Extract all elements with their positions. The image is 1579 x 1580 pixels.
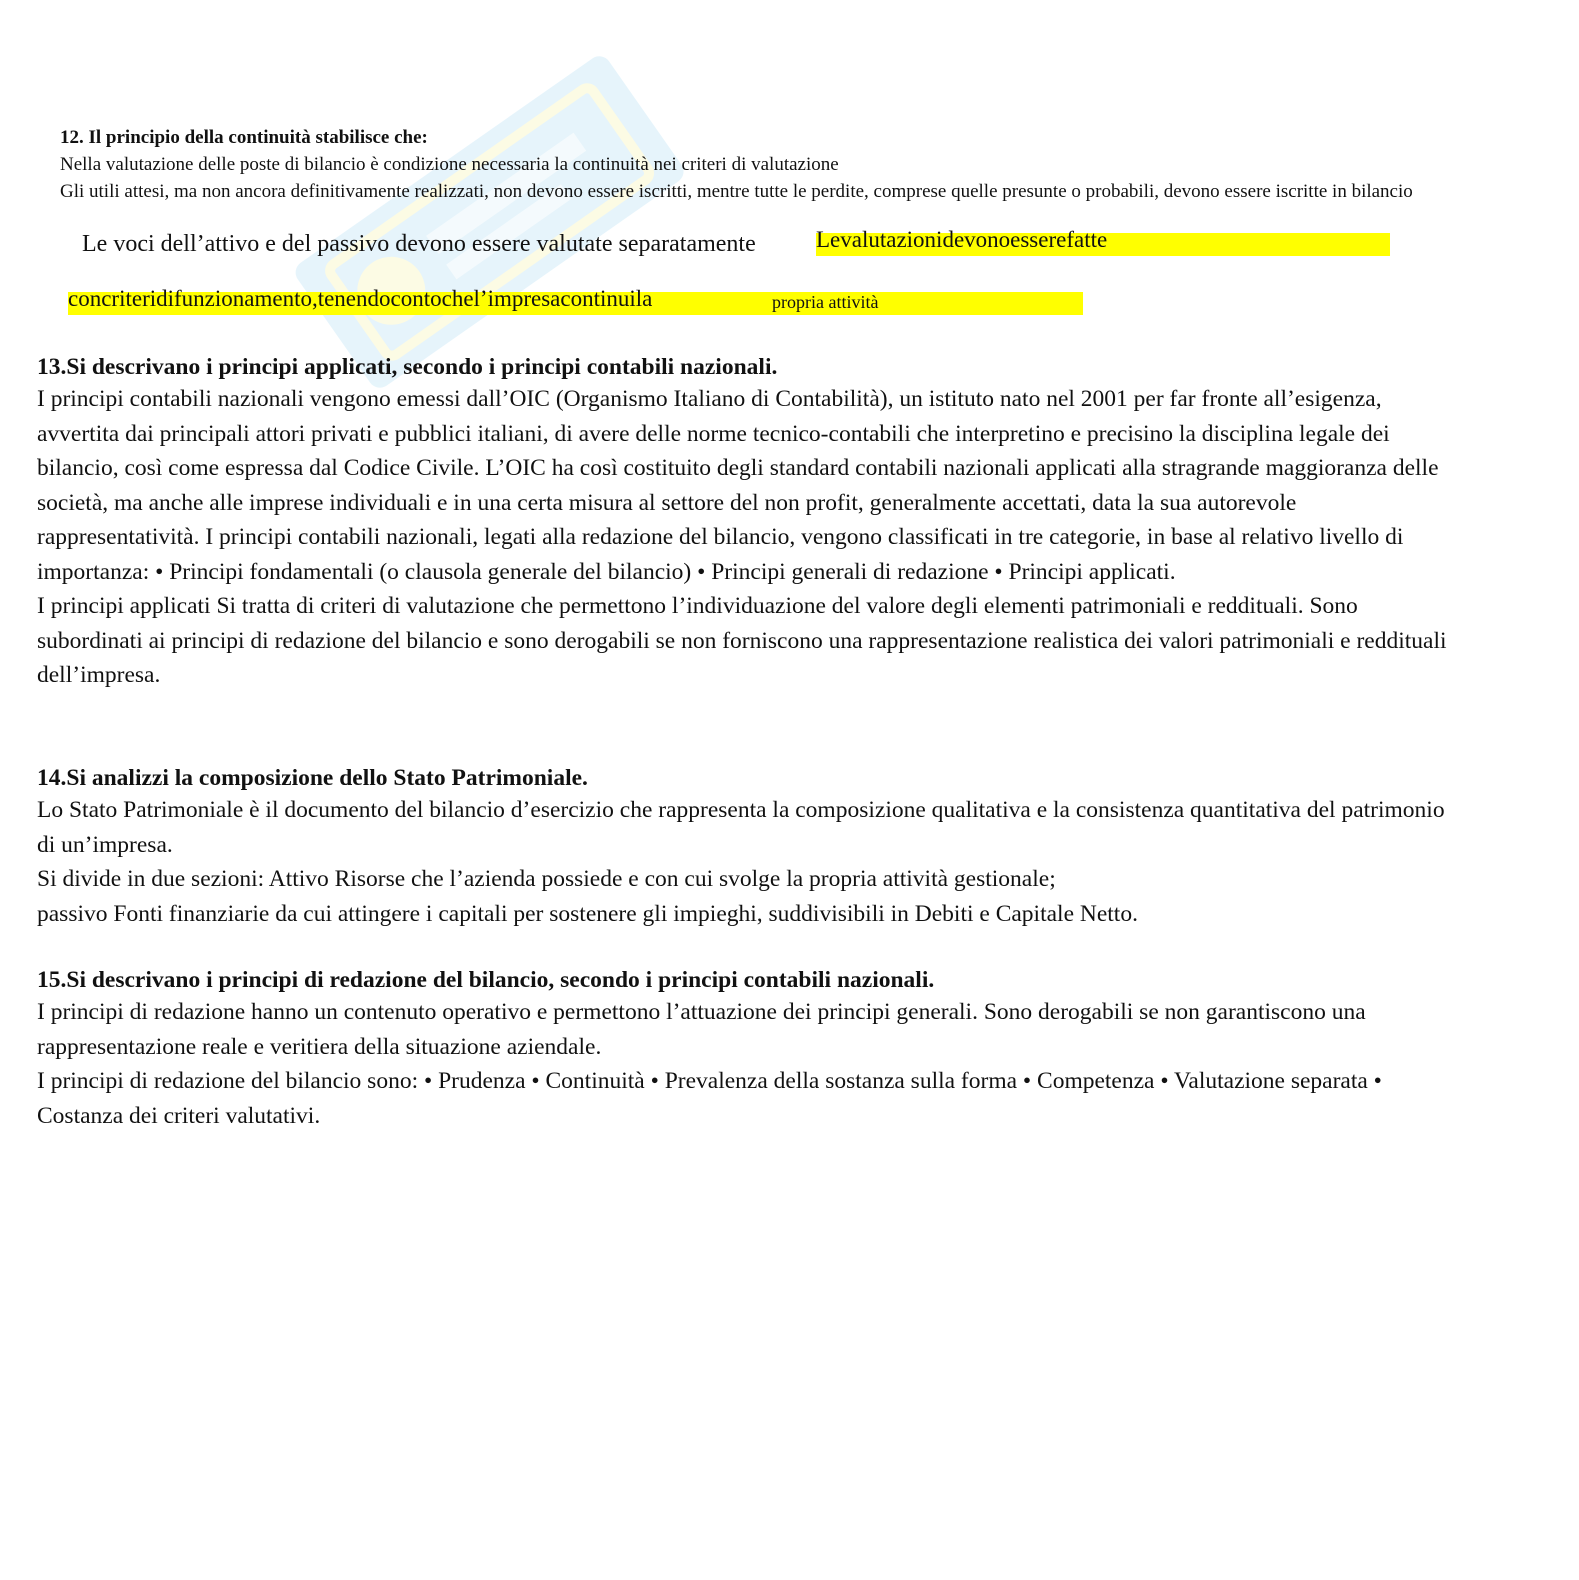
highlighted-option-tail: propria attività	[772, 292, 879, 312]
question-15-paragraph-1: I principi di redazione hanno un contenuto operativo e permettono l’attuazione dei principi generali. Sono derogabili se non garantiscono una rappresentazione reale e veritiera della situazione aziendale.	[37, 999, 1366, 1060]
question-14-title: 14.Si analizzi la composizione dello Stato Patrimoniale.	[37, 765, 588, 791]
option-3: Le voci dell’attivo e del passivo devono essere valutate separatamente	[82, 231, 756, 257]
highlighted-option-part-2: concriteridifunzionamento,tenendocontochel’impresacontinuila	[68, 286, 653, 311]
question-15-paragraph-2: I principi di redazione del bilancio sono: • Prudenza • Continuità • Prevalenza della sostanza sulla forma • Competenza • Valutazione separata • Costanza dei criteri valutativi.	[37, 1068, 1382, 1129]
question-14	[37, 763, 1457, 931]
option-1: Nella valutazione delle poste di bilancio è condizione necessaria la continuità nei criteri di valutazione	[60, 154, 839, 175]
question-13-title: 13.Si descrivano i principi applicati, secondo i principi contabili nazionali.	[37, 354, 778, 380]
highlighted-option-part-1: Levalutazionidevonoesserefatte	[816, 227, 1108, 252]
question-12-title: 12. Il principio della continuità stabilisce che:	[60, 127, 428, 148]
question-15-title: 15.Si descrivano i principi di redazione del bilancio, secondo i principi contabili nazionali.	[37, 967, 935, 993]
question-13-paragraph-2: I principi applicati Si tratta di criteri di valutazione che permettono l’individuazione del valore degli elementi patrimoniali e reddituali. Sono subordinati ai principi di redazione del bilancio e sono derogabili se non forniscono una rappresentazione realistica dei valori patrimoniali e reddituali dell’impresa.	[37, 593, 1447, 688]
question-14-paragraph-2: Si divide in due sezioni: Attivo Risorse che l’azienda possiede e con cui svolge la propria attività gestionale;	[37, 866, 1056, 892]
question-13	[37, 352, 1457, 693]
question-13-paragraph-1: I principi contabili nazionali vengono emessi dall’OIC (Organismo Italiano di Contabilità), un istituto nato nel 2001 per far fronte all’esigenza, avvertita dai principali attori privati e pubblici italiani, di avere delle norme tecnico-contabili che interpretino e precisino la disciplina legale dei bilancio, così come espressa dal Codice Civile. L’OIC ha così costituito degli standard contabili nazionali applicati alla stragrande maggioranza delle società, ma anche alle imprese individuali e in una certa misura al settore del non profit, generalmente accettati, data la sua autorevole rappresentatività. I principi contabili nazionali, legati alla redazione del bilancio, vengono classificati in tre categorie, in base al relativo livello di importanza: • Principi fondamentali (o clausola generale del bilancio) • Principi generali di redazione • Principi applicati.	[37, 386, 1439, 585]
question-15	[37, 965, 1457, 1133]
question-12	[60, 124, 1480, 205]
question-14-paragraph-1: Lo Stato Patrimoniale è il documento del bilancio d’esercizio che rappresenta la composizione qualitativa e la consistenza quantitativa del patrimonio di un’impresa.	[37, 797, 1445, 858]
option-2: Gli utili attesi, ma non ancora definitivamente realizzati, non devono essere iscritti, mentre tutte le perdite, comprese quelle presunte o probabili, devono essere iscritte in bilancio	[60, 181, 1413, 202]
question-14-paragraph-3: passivo Fonti finanziarie da cui attingere i capitali per sostenere gli impieghi, suddivisibili in Debiti e Capitale Netto.	[37, 900, 1138, 927]
